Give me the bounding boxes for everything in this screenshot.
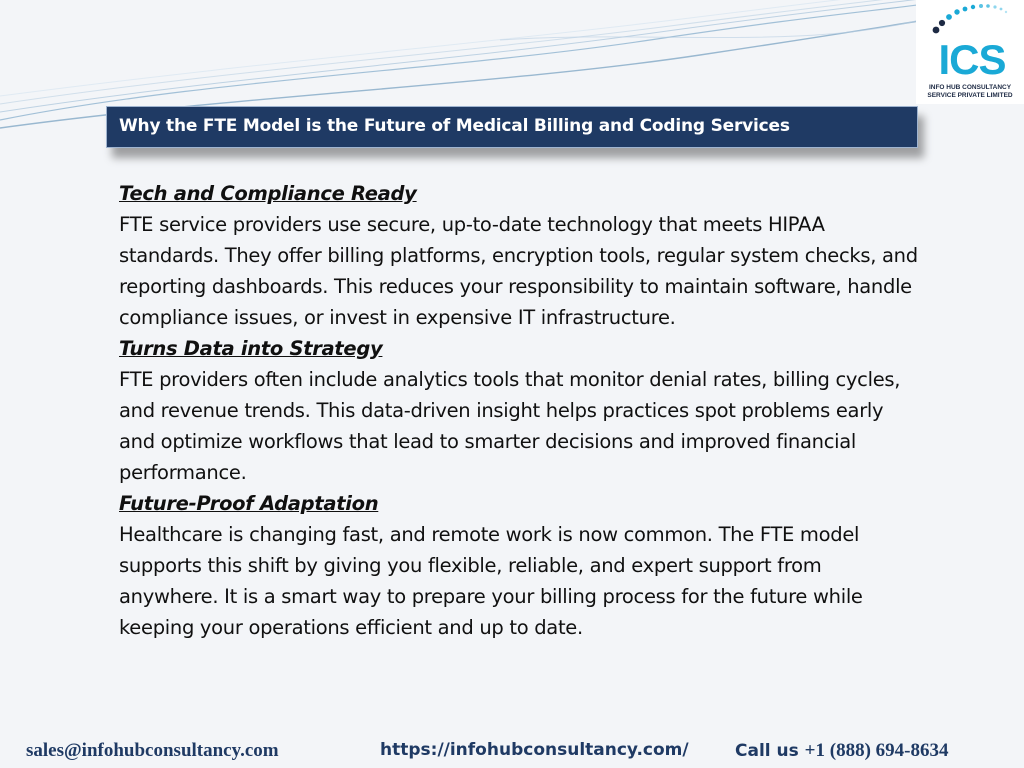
slide-content [119,178,919,643]
footer-call-label: Call us [735,741,799,761]
section-heading-future: Future-Proof Adaptation [119,492,379,515]
footer-email-link[interactable]: sales@infohubconsultancy.com [26,740,279,761]
logo-wordmark: ICS [938,36,1006,83]
section-body-data: FTE providers often include analytics tools that monitor denial rates, billing cycles, and revenue trends. This data-driven insight helps practices spot problems early and optimize workflows that lead to smarter decisions and improved financial performance. [119,368,901,484]
footer-website-link[interactable]: https://infohubconsultancy.com/ [380,740,689,760]
logo-subtitle-line2: SERVICE PRIVATE LIMITED [927,91,1013,99]
logo-subtitle [918,84,1022,99]
section-body-future: Healthcare is changing fast, and remote work is now common. The FTE model supports this shift by giving you flexible, reliable, and expert support from anywhere. It is a smart way to prepare your billing process for the future while keeping your operations efficient and up to date. [119,523,863,639]
section-heading-tech: Tech and Compliance Ready [119,182,417,205]
slide-title: Why the FTE Model is the Future of Medical Billing and Coding Services [119,116,790,136]
footer-phone-number: +1 (888) 694-8634 [804,740,949,761]
title-banner [106,106,918,148]
section-heading-data: Turns Data into Strategy [119,337,383,360]
footer-call[interactable] [735,740,948,762]
section-body-tech: FTE service providers use secure, up-to-date technology that meets HIPAA standards. They offer billing platforms, encryption tools, regular system checks, and reporting dashboards. This reduces your responsibility to maintain software, handle compliance issues, or invest in expensive IT infrastructure. [119,213,918,329]
logo-subtitle-line1: INFO HUB CONSULTANCY [928,84,1012,91]
logo-dots-icon [916,0,1024,40]
company-logo[interactable] [916,0,1024,104]
